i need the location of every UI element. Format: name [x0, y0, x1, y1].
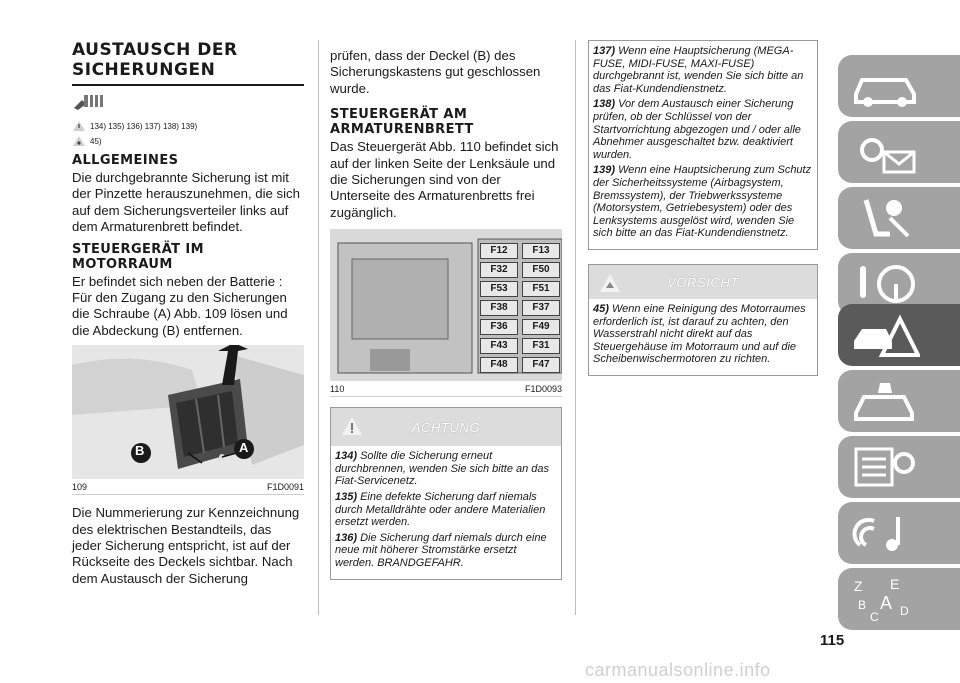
seat-airbag-icon: [850, 194, 920, 242]
side-tab-technical-data[interactable]: [838, 436, 960, 498]
note-text: Wenn eine Hauptsicherung zum Schutz der Sicherheitssysteme (Airbagsystem, Bremssystem), der Triebwerkssysteme (Motorsystem, Getriebesystem) oder des Lenksystems ausgelöst wird, wenden Sie sich bitte an das Fiat-Kundendienstnetz.: [593, 164, 812, 240]
svg-text:A: A: [880, 593, 893, 613]
note-text: Vor dem Austausch einer Sicherung prüfen, ob der Schlüssel von der Startvorrichtung abgezogen und / oder alle Abnehmer ausgeschaltet bzw. deaktiviert wurden.: [593, 98, 801, 161]
fuse-label: F50: [522, 262, 560, 278]
warning-lights-icon: [850, 128, 920, 176]
warning-box-body: [589, 41, 817, 249]
figure-caption: 110 F1D0093: [330, 384, 562, 397]
column-1: [72, 40, 304, 591]
note-number: 45): [593, 302, 609, 315]
note-text: Sollte die Sicherung erneut durchbrennen, wenden Sie sich bitte an das Fiat-Servicenetz.: [335, 450, 550, 488]
side-tab-maintenance[interactable]: [838, 370, 960, 432]
note-number: 137): [593, 45, 616, 57]
note-text: Eine defekte Sicherung darf niemals durch Metalldrähte oder andere Materialien ersetzt werden.: [335, 491, 546, 529]
note-text: Wenn eine Reinigung des Motorraumes erforderlich ist, ist darauf zu achten, den Wasserstrahl nicht direkt auf das Steuergehäuse im Motorraum und auf die Scheibenwischermotoren zu richten.: [593, 302, 806, 366]
caution-box: [588, 264, 818, 376]
watermark: carmanualsonline.info: [585, 660, 771, 680]
column-3: [588, 40, 818, 376]
fuse-label: F49: [522, 319, 560, 335]
figure-109: [72, 345, 304, 479]
tool-icon: [72, 92, 304, 117]
caution-box-title: VORSICHT: [667, 274, 739, 290]
fuse-label: F38: [480, 300, 518, 316]
fuse-label: F37: [522, 300, 560, 316]
label-b: B: [135, 443, 145, 459]
warning-box-title: ACHTUNG: [411, 420, 481, 436]
svg-text:E: E: [890, 576, 900, 592]
column-divider: [575, 40, 576, 615]
note-item: [335, 450, 557, 488]
side-tab-emergency[interactable]: [838, 304, 960, 366]
note-number: 134): [335, 450, 358, 463]
side-tab-car[interactable]: [838, 55, 960, 117]
caution-box-header: [589, 265, 817, 299]
fuse-label: F31: [522, 338, 560, 354]
figure-110: [330, 229, 562, 381]
warning-icon: [72, 120, 86, 132]
warning-refs: 134) 135) 136) 137) 138) 139): [72, 120, 304, 132]
car-icon: [850, 62, 920, 110]
warning-box: [330, 407, 562, 579]
fuse-label: F48: [480, 357, 518, 373]
note-number: 135): [335, 491, 358, 504]
side-tab-safety[interactable]: [838, 187, 960, 249]
fuse-label: F32: [480, 262, 518, 278]
note-item: [593, 98, 813, 161]
note-item: [593, 303, 813, 366]
caution-refs: 45): [72, 135, 304, 147]
fuse-label: F12: [480, 243, 518, 259]
paragraph: Die durchgebrannte Sicherung ist mit der Pinzette herauszunehmen, die sich auf dem Sicherungsverteiler links auf dem Armaturenbrett befindet.: [72, 170, 300, 235]
note-text: Wenn eine Hauptsicherung (MEGA-FUSE, MIDI-FUSE, MAXI-FUSE) durchgebrannt ist, wenden Sie sich bitte an das Fiat-Kundendienstnetz.: [593, 45, 804, 95]
settings-list-icon: [850, 443, 920, 491]
note-number: 136): [335, 531, 358, 544]
page-number: 115: [820, 632, 845, 649]
side-tab-multimedia[interactable]: [838, 502, 960, 564]
heading-rule: [72, 84, 304, 86]
note-item: [593, 45, 813, 95]
side-tab-index[interactable]: [838, 568, 960, 630]
note-item: [335, 491, 557, 529]
figure-caption: 109 F1D0091: [72, 482, 304, 495]
index-letters-icon: [850, 575, 920, 623]
fuse-label: F51: [522, 281, 560, 297]
main-heading: AUSTAUSCH DER SICHERUNGEN: [72, 40, 238, 80]
fuse-label: F53: [480, 281, 518, 297]
column-divider: [318, 40, 319, 615]
warning-box-header: [331, 408, 561, 446]
multimedia-icon: [850, 509, 920, 557]
section-title: ALLGEMEINES: [72, 153, 179, 168]
fuse-grid: [480, 243, 560, 376]
note-number: 139): [593, 164, 616, 177]
svg-text:D: D: [900, 604, 909, 618]
svg-text:C: C: [870, 610, 879, 623]
warning-box-continued: [588, 40, 818, 250]
fuse-label: F36: [480, 319, 518, 335]
section-title: STEUERGERÄT IM MOTORRAUM: [72, 241, 204, 272]
side-tab-warning-lights[interactable]: [838, 121, 960, 183]
engine-fusebox-illustration: [72, 345, 304, 479]
svg-text:Z: Z: [854, 578, 863, 594]
note-text: Die Sicherung darf niemals durch eine neue mit höherer Stromstärke ersetzt werden. BRANDGEFAHR.: [335, 531, 547, 569]
caution-icon: [72, 135, 86, 147]
warning-box-body: [331, 446, 561, 578]
emergency-triangle-icon: [850, 311, 920, 359]
paragraph: prüfen, dass der Deckel (B) des Sicherungskastens gut geschlossen wurde.: [330, 48, 541, 96]
note-number: 138): [593, 98, 616, 111]
column-2: [330, 48, 562, 580]
maintenance-icon: [850, 377, 920, 425]
fuse-label: F47: [522, 357, 560, 373]
paragraph: Er befindet sich neben der Batterie : Für den Zugang zu den Sicherungen die Schraube (A) Abb. 109 lösen und die Abdeckung (B) entfernen.: [72, 273, 288, 338]
label-a: A: [239, 440, 249, 456]
note-item: [593, 164, 813, 240]
paragraph: Die Nummerierung zur Kennzeichnung des elektrischen Bestandteils, das jeder Sicherung entspricht, ist auf der Rückseite des Deckels sichtbar. Nach dem Austausch der Sicherung: [72, 505, 300, 586]
caution-box-body: [589, 299, 817, 375]
fuse-label: F43: [480, 338, 518, 354]
paragraph: Das Steuergerät Abb. 110 befindet sich auf der linken Seite der Lenksäule und die Sicherungen sind von der Unterseite des Armaturenbretts frei zugänglich.: [330, 139, 559, 220]
section-title: STEUERGERÄT AM ARMATURENBRETT: [330, 107, 474, 138]
steering-key-icon: [850, 260, 920, 308]
note-item: [335, 532, 557, 570]
svg-text:B: B: [858, 598, 867, 612]
fuse-label: F13: [522, 243, 560, 259]
